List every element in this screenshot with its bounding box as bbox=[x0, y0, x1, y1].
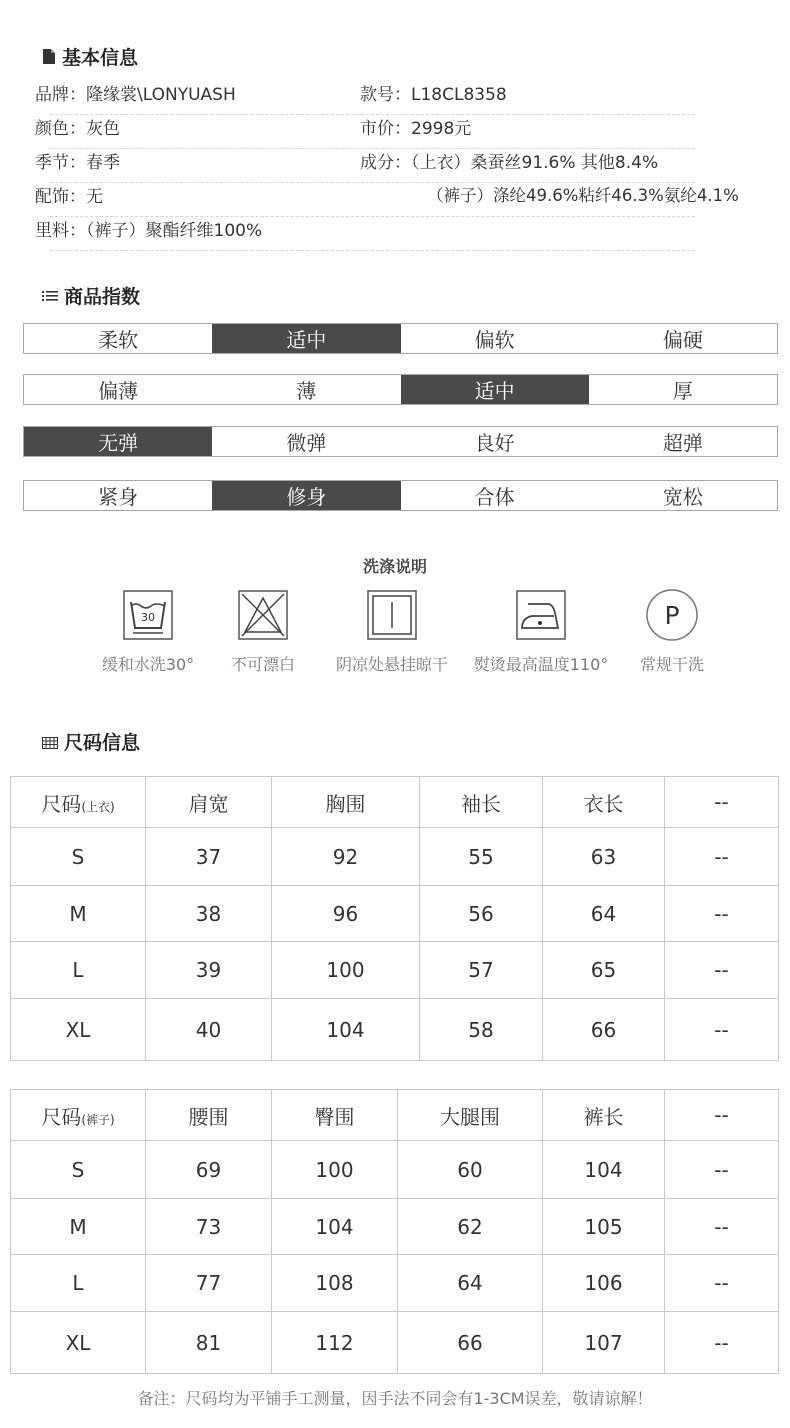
shade-dry-icon bbox=[365, 588, 419, 642]
ruler-grid-icon bbox=[42, 735, 58, 749]
index-option: 偏软 bbox=[474, 328, 515, 352]
info-composition: 成分：（上衣）桑蚕丝91.6% 其他8.4% bbox=[360, 153, 659, 173]
index-option: 微弹 bbox=[286, 431, 327, 455]
product-index-title bbox=[42, 282, 140, 309]
table-row: L 77 108 64 106 -- bbox=[11, 1255, 779, 1312]
wash-label: 阴凉处悬挂晾干 bbox=[335, 655, 448, 674]
dry-clean-p-icon bbox=[645, 588, 699, 642]
index-row-elasticity bbox=[23, 426, 778, 457]
wash-label: 缓和水洗30° bbox=[101, 655, 195, 674]
size-info-title-text: 尺码信息 bbox=[64, 732, 141, 754]
wash-item bbox=[630, 588, 714, 675]
info-market-price: 市价：2998元 bbox=[360, 119, 472, 139]
index-option: 超弹 bbox=[662, 431, 703, 455]
index-option-selected: 修身 bbox=[212, 481, 400, 510]
index-row-fit bbox=[23, 480, 778, 511]
wash-item bbox=[470, 588, 612, 675]
info-style-number: 款号：L18CL8358 bbox=[360, 85, 507, 105]
header-cell: 大腿围 bbox=[398, 1090, 543, 1141]
washing-title: 洗涤说明 bbox=[362, 557, 427, 576]
header-cell: 腰围 bbox=[146, 1090, 272, 1141]
table-row: M 38 96 56 64 -- bbox=[11, 886, 779, 942]
index-option: 厚 bbox=[672, 379, 693, 403]
list-icon bbox=[42, 289, 58, 303]
bottom-size-table bbox=[10, 1089, 779, 1374]
document-icon bbox=[42, 48, 56, 65]
wash-label: 不可漂白 bbox=[230, 655, 295, 674]
wash-item bbox=[326, 588, 458, 675]
basic-info-title bbox=[42, 43, 138, 70]
table-row: S 37 92 55 63 -- bbox=[11, 828, 779, 886]
index-option: 合体 bbox=[474, 485, 515, 509]
divider bbox=[50, 250, 695, 251]
index-option: 紧身 bbox=[98, 485, 139, 509]
header-cell: 胸围 bbox=[272, 777, 420, 828]
iron-110-icon bbox=[514, 588, 568, 642]
info-season: 季节：春季 bbox=[35, 153, 120, 173]
header-cell: 尺码(上衣) bbox=[11, 777, 146, 828]
index-row-thickness bbox=[23, 374, 778, 405]
wash-label: 常规干洗 bbox=[639, 655, 704, 674]
wash-label: 熨烫最高温度110° bbox=[473, 655, 609, 674]
index-row-softness bbox=[23, 323, 778, 354]
header-cell: 袖长 bbox=[420, 777, 543, 828]
wash-item bbox=[96, 588, 200, 675]
info-color: 颜色：灰色 bbox=[35, 119, 120, 139]
index-option-selected: 适中 bbox=[401, 375, 589, 404]
info-brand: 品牌：隆缘裳\LONYUASH bbox=[35, 85, 236, 105]
header-cell: 尺码(裤子) bbox=[11, 1090, 146, 1141]
index-option-selected: 无弹 bbox=[24, 427, 212, 456]
table-row: M 73 104 62 105 -- bbox=[11, 1199, 779, 1255]
index-option: 薄 bbox=[296, 379, 317, 403]
size-note: 备注：尺码均为平铺手工测量，因手法不同会有1-3CM误差，敬请谅解！ bbox=[137, 1389, 653, 1408]
index-option-selected: 适中 bbox=[212, 324, 400, 353]
table-row: L 39 100 57 65 -- bbox=[11, 942, 779, 999]
wash-item bbox=[216, 588, 310, 675]
header-cell: -- bbox=[665, 1090, 779, 1141]
svg-text:30: 30 bbox=[141, 611, 155, 624]
svg-text:P: P bbox=[664, 601, 680, 630]
size-info-title bbox=[42, 728, 140, 755]
info-composition-pants: （裤子）涤纶49.6%粘纤46.3%氨纶4.1% bbox=[427, 186, 739, 205]
header-cell: 裤长 bbox=[543, 1090, 665, 1141]
table-header-row bbox=[11, 777, 779, 828]
wash-30-icon bbox=[121, 588, 175, 642]
no-bleach-icon bbox=[236, 588, 290, 642]
product-index-title-text: 商品指数 bbox=[64, 286, 141, 308]
basic-info-title-text: 基本信息 bbox=[62, 47, 139, 69]
table-row: XL 81 112 66 107 -- bbox=[11, 1312, 779, 1374]
header-cell: 衣长 bbox=[543, 777, 665, 828]
info-lining: 里料：（裤子）聚酯纤维100% bbox=[35, 221, 263, 241]
index-option: 柔软 bbox=[98, 328, 139, 352]
info-accessories: 配饰：无 bbox=[35, 187, 103, 207]
header-cell: 肩宽 bbox=[146, 777, 272, 828]
index-option: 良好 bbox=[474, 431, 515, 455]
table-header-row bbox=[11, 1090, 779, 1141]
index-option: 宽松 bbox=[662, 485, 703, 509]
table-row: XL 40 104 58 66 -- bbox=[11, 999, 779, 1061]
header-cell: -- bbox=[665, 777, 779, 828]
index-option: 偏硬 bbox=[662, 328, 703, 352]
table-row: S 69 100 60 104 -- bbox=[11, 1141, 779, 1199]
header-cell: 臀围 bbox=[272, 1090, 398, 1141]
index-option: 偏薄 bbox=[98, 379, 139, 403]
top-size-table bbox=[10, 776, 779, 1061]
